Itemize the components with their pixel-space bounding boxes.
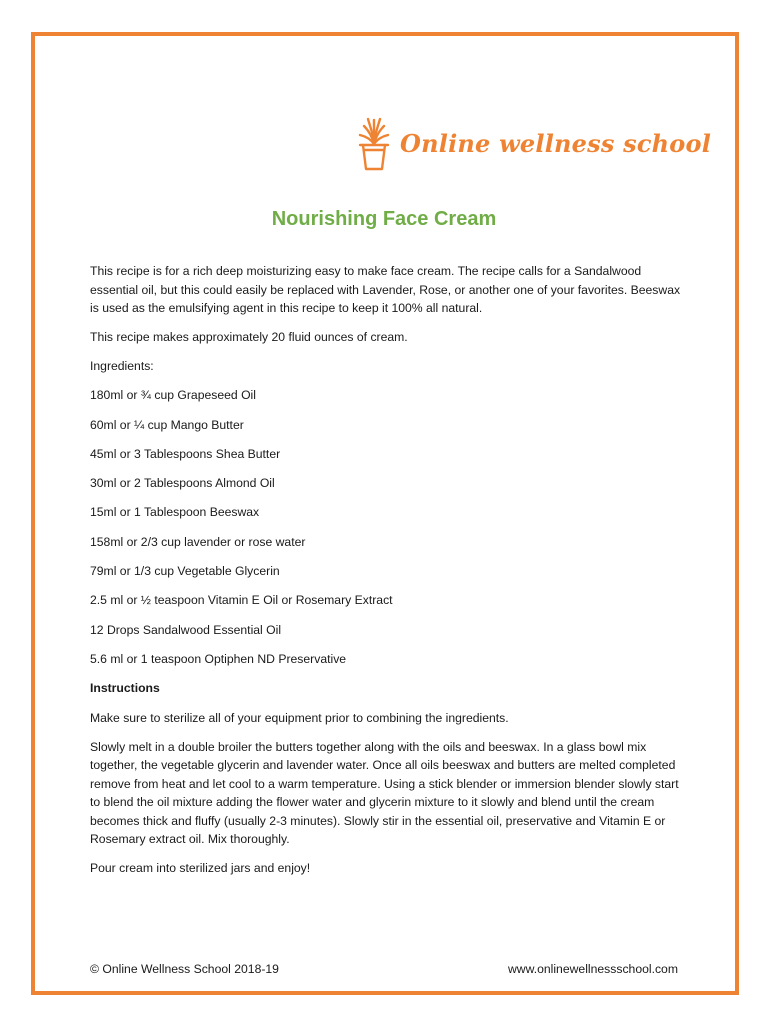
ingredient-item: 158ml or 2/3 cup lavender or rose water	[90, 534, 306, 549]
ingredient-item: 5.6 ml or 1 teaspoon Optiphen ND Preservative	[90, 651, 347, 666]
yield-paragraph: This recipe makes approximately 20 fluid ounces of cream.	[90, 330, 408, 344]
ingredients-heading: Ingredients:	[90, 359, 154, 373]
document-title: Nourishing Face Cream	[271, 208, 497, 230]
intro-paragraph: This recipe is for a rich deep moisturizing easy to make face cream. The recipe calls for a Sandalwood essential oil, but this could easily be replaced with Lavender, Rose, or another one of your favorites. Beeswax is used as the emulsifying agent in this recipe to keep it 100% all natural.	[90, 264, 681, 315]
ingredient-item: 79ml or 1/3 cup Vegetable Glycerin	[90, 564, 280, 579]
recipe-body	[90, 262, 690, 888]
instruction-paragraph: Slowly melt in a double broiler the butters together along with the oils and beeswax. In a glass bowl mix together, the vegetable glycerin and lavender water. Once all oils beeswax and butters are melted completed remove from heat and let cool to a warm temperature. Using a stick blender or immersion blender slowly start to blend the oil mixture adding the flower water and glycerin mixture to it slowly and blend until the cream becomes thick and fluffy (usually 2-3 minutes). Slowly stir in the essential oil, preservative and Vitamin E or Rosemary extract oil. Mix thoroughly.	[90, 739, 679, 847]
ingredient-item: 30ml or 2 Tablespoons Almond Oil	[90, 476, 275, 491]
ingredient-item: 45ml or 3 Tablespoons Shea Butter	[90, 446, 281, 461]
logo	[356, 113, 711, 173]
footer-website: www.onlinewellnessschool.com	[507, 962, 678, 976]
instructions-heading: Instructions	[90, 681, 160, 696]
ingredient-item: 2.5 ml or ½ teaspoon Vitamin E Oil or Rosemary Extract	[90, 593, 393, 608]
ingredient-item: 60ml or ¼ cup Mango Butter	[90, 417, 244, 432]
ingredient-item: 12 Drops Sandalwood Essential Oil	[90, 622, 282, 637]
footer-copyright: © Online Wellness School 2018-19	[90, 962, 279, 976]
instruction-paragraph: Pour cream into sterilized jars and enjoy!	[90, 861, 311, 876]
instruction-paragraph: Make sure to sterilize all of your equipment prior to combining the ingredients.	[90, 710, 509, 725]
ingredient-item: 180ml or ¾ cup Grapeseed Oil	[90, 388, 256, 403]
logo-text: Online wellness school	[400, 128, 712, 158]
ingredient-item: 15ml or 1 Tablespoon Beeswax	[90, 505, 260, 520]
plant-pot-icon	[356, 114, 392, 172]
